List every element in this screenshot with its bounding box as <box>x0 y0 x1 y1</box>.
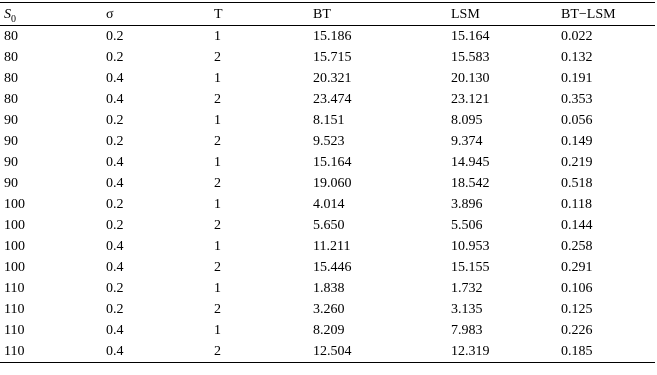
table-row <box>0 257 655 278</box>
lsm-cell: 15.155 <box>451 260 490 275</box>
bt-minus-lsm-cell: 0.022 <box>561 29 593 44</box>
lsm-cell: 1.732 <box>451 281 483 296</box>
table-row <box>0 215 655 236</box>
s0-cell: 90 <box>4 134 18 149</box>
header-s0: $S_0$ <box>4 6 16 25</box>
s0-cell: 110 <box>4 281 25 296</box>
sigma-cell: 0.4 <box>106 260 124 275</box>
s0-cell: 110 <box>4 344 25 359</box>
lsm-cell: 15.583 <box>451 50 490 65</box>
table-row <box>0 194 655 215</box>
header-t: T <box>214 6 223 22</box>
table-row <box>0 110 655 131</box>
bt-cell: 8.209 <box>313 323 345 338</box>
t-cell: 1 <box>214 71 221 86</box>
table-row <box>0 131 655 152</box>
header-bt: BT <box>313 6 331 22</box>
t-cell: 2 <box>214 302 221 317</box>
bt-cell: 11.211 <box>313 239 351 254</box>
bt-cell: 20.321 <box>313 71 352 86</box>
s0-cell: 100 <box>4 239 25 254</box>
bt-cell: 23.474 <box>313 92 352 107</box>
bt-minus-lsm-cell: 0.291 <box>561 260 593 275</box>
bt-minus-lsm-cell: 0.185 <box>561 344 593 359</box>
bt-minus-lsm-cell: 0.258 <box>561 239 593 254</box>
s0-cell: 100 <box>4 260 25 275</box>
table-row <box>0 320 655 341</box>
table-row <box>0 341 655 363</box>
s0-cell: 80 <box>4 50 18 65</box>
header-sigma: σ <box>106 6 114 22</box>
t-cell: 2 <box>214 176 221 191</box>
s0-cell: 100 <box>4 218 25 233</box>
s0-cell: 80 <box>4 29 18 44</box>
sigma-cell: 0.2 <box>106 50 124 65</box>
bt-cell: 15.715 <box>313 50 352 65</box>
t-cell: 1 <box>214 281 221 296</box>
s0-cell: 80 <box>4 71 18 86</box>
sigma-cell: 0.4 <box>106 92 124 107</box>
s0-cell: 110 <box>4 323 25 338</box>
table-row <box>0 68 655 89</box>
t-cell: 1 <box>214 29 221 44</box>
lsm-cell: 8.095 <box>451 113 483 128</box>
s0-cell: 100 <box>4 197 25 212</box>
bt-cell: 15.186 <box>313 29 352 44</box>
sigma-cell: 0.2 <box>106 302 124 317</box>
lsm-cell: 20.130 <box>451 71 490 86</box>
t-cell: 2 <box>214 344 221 359</box>
t-cell: 2 <box>214 218 221 233</box>
t-cell: 1 <box>214 197 221 212</box>
sigma-cell: 0.2 <box>106 29 124 44</box>
bt-minus-lsm-cell: 0.118 <box>561 197 592 212</box>
sigma-cell: 0.2 <box>106 134 124 149</box>
lsm-cell: 3.896 <box>451 197 483 212</box>
lsm-cell: 10.953 <box>451 239 490 254</box>
bt-minus-lsm-cell: 0.056 <box>561 113 593 128</box>
bt-minus-lsm-cell: 0.219 <box>561 155 593 170</box>
table-row <box>0 47 655 68</box>
lsm-cell: 7.983 <box>451 323 483 338</box>
header-bt-minus-lsm: BT−LSM <box>561 6 616 22</box>
table-row <box>0 26 655 48</box>
bt-cell: 8.151 <box>313 113 345 128</box>
bt-cell: 15.164 <box>313 155 352 170</box>
sigma-cell: 0.4 <box>106 176 124 191</box>
lsm-cell: 23.121 <box>451 92 490 107</box>
sigma-cell: 0.4 <box>106 323 124 338</box>
table-row <box>0 299 655 320</box>
lsm-cell: 18.542 <box>451 176 490 191</box>
sigma-cell: 0.2 <box>106 281 124 296</box>
s0-cell: 90 <box>4 155 18 170</box>
bt-minus-lsm-cell: 0.226 <box>561 323 593 338</box>
s0-cell: 80 <box>4 92 18 107</box>
table-header-row <box>0 3 655 26</box>
s0-cell: 90 <box>4 176 18 191</box>
lsm-cell: 14.945 <box>451 155 490 170</box>
bt-cell: 12.504 <box>313 344 352 359</box>
lsm-cell: 5.506 <box>451 218 483 233</box>
sigma-cell: 0.4 <box>106 344 124 359</box>
bt-cell: 19.060 <box>313 176 352 191</box>
s0-cell: 110 <box>4 302 25 317</box>
t-cell: 2 <box>214 260 221 275</box>
header-lsm: LSM <box>451 6 480 22</box>
bt-minus-lsm-cell: 0.144 <box>561 218 593 233</box>
sigma-cell: 0.4 <box>106 239 124 254</box>
lsm-cell: 15.164 <box>451 29 490 44</box>
table-row <box>0 278 655 299</box>
t-cell: 1 <box>214 113 221 128</box>
t-cell: 1 <box>214 239 221 254</box>
sigma-cell: 0.4 <box>106 71 124 86</box>
t-cell: 1 <box>214 323 221 338</box>
lsm-cell: 3.135 <box>451 302 483 317</box>
t-cell: 2 <box>214 134 221 149</box>
bt-minus-lsm-cell: 0.518 <box>561 176 593 191</box>
table-row <box>0 173 655 194</box>
bt-minus-lsm-cell: 0.149 <box>561 134 593 149</box>
t-cell: 2 <box>214 92 221 107</box>
table-row <box>0 89 655 110</box>
table-row <box>0 152 655 173</box>
table-body <box>0 26 655 363</box>
sigma-cell: 0.4 <box>106 155 124 170</box>
table-row <box>0 236 655 257</box>
bt-minus-lsm-cell: 0.125 <box>561 302 593 317</box>
bt-cell: 9.523 <box>313 134 345 149</box>
lsm-cell: 12.319 <box>451 344 490 359</box>
bt-cell: 3.260 <box>313 302 345 317</box>
bt-minus-lsm-cell: 0.132 <box>561 50 593 65</box>
sigma-cell: 0.2 <box>106 113 124 128</box>
s0-cell: 90 <box>4 113 18 128</box>
sigma-cell: 0.2 <box>106 218 124 233</box>
bt-cell: 5.650 <box>313 218 345 233</box>
bt-cell: 1.838 <box>313 281 345 296</box>
t-cell: 2 <box>214 50 221 65</box>
bt-cell: 15.446 <box>313 260 352 275</box>
results-table <box>0 2 655 363</box>
bt-minus-lsm-cell: 0.191 <box>561 71 593 86</box>
bt-minus-lsm-cell: 0.106 <box>561 281 593 296</box>
lsm-cell: 9.374 <box>451 134 483 149</box>
bt-minus-lsm-cell: 0.353 <box>561 92 593 107</box>
sigma-cell: 0.2 <box>106 197 124 212</box>
t-cell: 1 <box>214 155 221 170</box>
bt-cell: 4.014 <box>313 197 345 212</box>
